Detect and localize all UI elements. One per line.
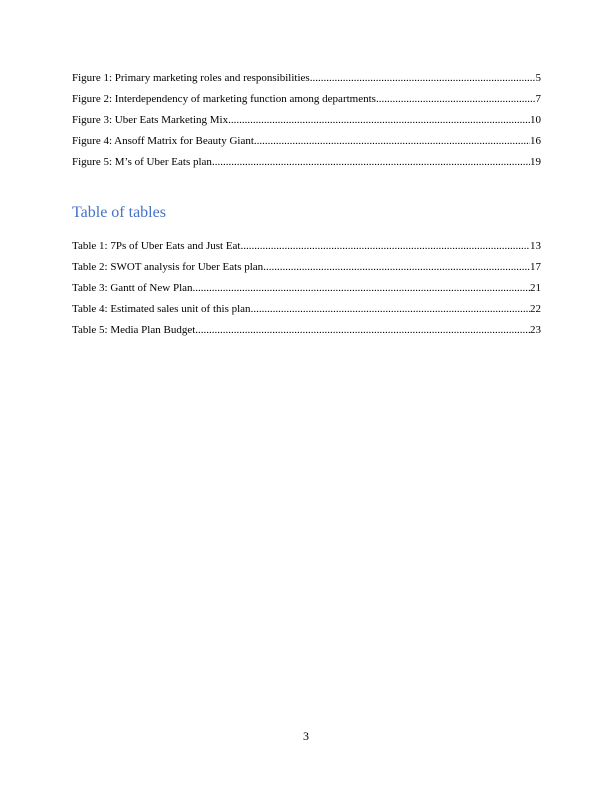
table-of-tables	[72, 239, 541, 344]
dot-leader	[251, 302, 530, 316]
toc-entry-table-5[interactable]	[72, 323, 541, 344]
dot-leader	[263, 260, 530, 274]
dot-leader	[195, 323, 530, 337]
toc-entry-table-1[interactable]	[72, 239, 541, 260]
toc-entry-label: Table 4: Estimated sales unit of this plan	[72, 303, 251, 315]
toc-entry-label: Figure 3: Uber Eats Marketing Mix	[72, 114, 229, 126]
toc-entry-page-number: 22	[530, 303, 541, 315]
toc-entry-page-number: 13	[530, 240, 541, 252]
dot-leader	[193, 281, 530, 295]
toc-entry-page-number: 21	[530, 282, 541, 294]
toc-entry-figure-4[interactable]	[72, 134, 541, 155]
toc-entry-page-number: 16	[530, 135, 541, 147]
toc-entry-table-3[interactable]	[72, 281, 541, 302]
dot-leader	[376, 92, 536, 106]
dot-leader	[254, 134, 530, 148]
toc-entry-table-4[interactable]	[72, 302, 541, 323]
table-of-figures	[72, 71, 541, 176]
toc-entry-page-number: 7	[535, 93, 541, 105]
toc-entry-label: Table 3: Gantt of New Plan	[72, 282, 193, 294]
dot-leader	[212, 155, 530, 169]
toc-entry-label: Figure 5: M’s of Uber Eats plan	[72, 156, 212, 168]
toc-entry-page-number: 19	[530, 156, 541, 168]
toc-entry-figure-2[interactable]	[72, 92, 541, 113]
toc-entry-label: Table 2: SWOT analysis for Uber Eats plan	[72, 261, 264, 273]
dot-leader	[240, 239, 530, 253]
toc-entry-label: Figure 4: Ansoff Matrix for Beauty Giant	[72, 135, 254, 147]
toc-entry-table-2[interactable]	[72, 260, 541, 281]
toc-entry-figure-3[interactable]	[72, 113, 541, 134]
toc-entry-figure-1[interactable]	[72, 71, 541, 92]
toc-entry-page-number: 17	[530, 261, 541, 273]
toc-entry-page-number: 5	[535, 72, 541, 84]
toc-entry-figure-5[interactable]	[72, 155, 541, 176]
toc-entry-label: Table 5: Media Plan Budget	[72, 324, 196, 336]
toc-entry-page-number: 23	[530, 324, 541, 336]
toc-entry-label: Table 1: 7Ps of Uber Eats and Just Eat	[72, 240, 241, 252]
toc-entry-page-number: 10	[530, 114, 541, 126]
page-number-footer: 3	[303, 729, 309, 743]
dot-leader	[310, 71, 536, 85]
table-of-tables-heading: Table of tables	[72, 204, 166, 221]
toc-entry-label: Figure 2: Interdependency of marketing function among departments	[72, 93, 376, 105]
dot-leader	[228, 113, 530, 127]
toc-entry-label: Figure 1: Primary marketing roles and responsibilities	[72, 72, 310, 84]
